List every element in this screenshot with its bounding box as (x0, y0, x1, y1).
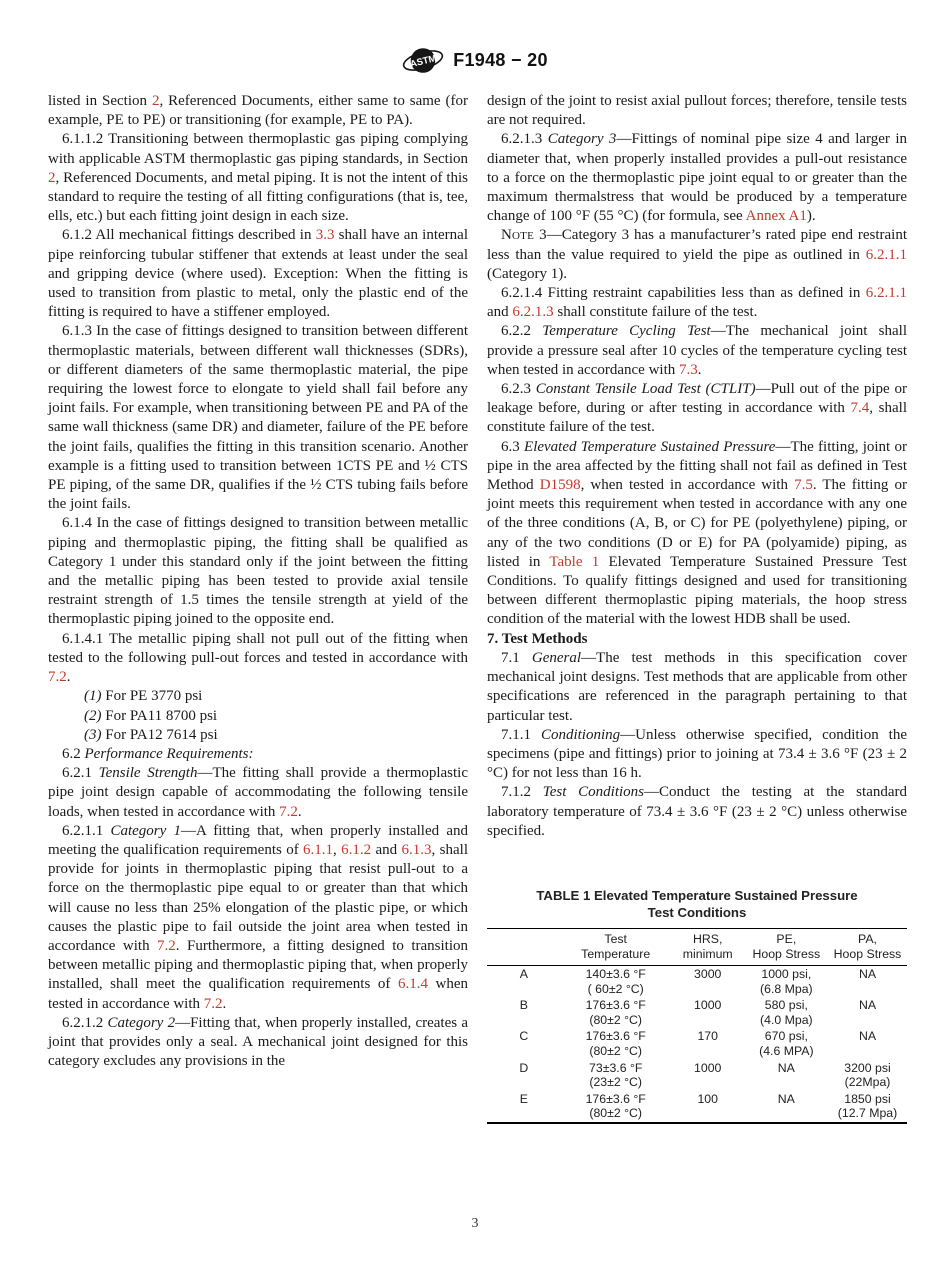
table-cell: 1000 (694, 998, 722, 1013)
column-header (487, 928, 561, 965)
table-row (487, 966, 907, 998)
text-segment: . (697, 361, 702, 378)
ref-link[interactable]: 7.2 (48, 669, 67, 686)
ref-link[interactable]: Annex A1 (745, 208, 807, 225)
paragraph (48, 226, 468, 322)
table-cell: 170 (697, 1029, 718, 1044)
text-segment: 6.2 (62, 745, 85, 762)
text-segment: Category 2 (107, 1014, 176, 1031)
text-segment: For PA11 8700 psi (105, 707, 218, 724)
table-cell: 3200 psi (22Mpa) (844, 1060, 891, 1090)
text-segment: —Pull out of the pipe or leakage before, during or after testing in accordance with (487, 381, 908, 417)
column-header: Test Temperature (561, 928, 671, 965)
astm-logo-text: ASTM (409, 53, 438, 71)
ref-link[interactable]: 2 (48, 169, 56, 186)
paragraph (48, 726, 468, 745)
table-cell: 73±3.6 °F (23±2 °C) (589, 1060, 643, 1090)
table-row (487, 1028, 907, 1059)
text-segment: —Conduct the testing at the standard laboratory temperature of 73.4 ± 3.6 °F (23 ± 2 °C) unless otherwise specified. (487, 784, 908, 839)
text-segment: Conditioning (540, 726, 621, 743)
text-segment: . Furthermore, a fitting designed to transition between metallic piping and thermoplastic piping that, when properly installed, shall meet the qualification requirements of (48, 937, 468, 993)
paragraph (487, 92, 907, 130)
text-segment: Temperature Cycling Test (542, 323, 711, 340)
table-cell: NA (858, 998, 877, 1013)
table-header-row (487, 928, 907, 965)
text-segment: 6.1.4.1 The metallic piping shall not pull out of the fitting when tested to the following pull-out forces and tested in accordance with (48, 630, 468, 666)
text-segment: —The fitting shall provide a thermoplastic pipe joint design capable of accommodating the following tensile loads, when tested in accordance with (48, 765, 469, 820)
table-cell: NA (858, 1029, 877, 1044)
text-segment: —Fittings of nominal pipe size 4 and larger in diameter that, when properly installed provides a pull-out resistance to a force on the thermoplastic pipe joint equal to or greater than the maximum thermalstress that would be produced by a temperature change of 100 °F (55 °C) (for formula, see (487, 131, 908, 225)
text-segment: —A fitting that, when properly installed and meeting the qualification requirements of (48, 822, 469, 858)
text-segment: shall constitute failure of the test. (553, 304, 758, 321)
text-segment: 6.2.1.1 (62, 822, 111, 839)
text-segment: Category 1 (110, 822, 182, 839)
ref-link[interactable]: 6.1.3 (401, 841, 432, 858)
table-cell: 176±3.6 °F (80±2 °C) (585, 998, 646, 1027)
ref-link[interactable]: 7.2 (279, 803, 298, 820)
ref-link[interactable]: 6.2.1.1 (865, 246, 907, 263)
table-cell: NA (777, 1091, 795, 1106)
table-cell: 176±3.6 °F (80±2 °C) (585, 1029, 646, 1059)
text-segment: (1) (84, 688, 106, 705)
note-paragraph (487, 226, 907, 284)
table-row (487, 1091, 907, 1123)
text-segment: 6.2.1 (62, 765, 99, 782)
table-cell: C (519, 1029, 529, 1044)
section-heading (487, 630, 907, 649)
table-body (487, 966, 907, 1123)
elevated-temperature-table (487, 928, 907, 1124)
text-segment: 7.1 (501, 649, 532, 666)
text-segment: 6.1.2 All mechanical fittings described in (62, 227, 316, 244)
text-segment: —The test methods in this specification cover mechanical joint designs. Test methods that are applicable from other specifications are referenced in the paragraph pertaining to that particular test. (487, 649, 908, 724)
text-segment: 6.1.4 In the case of fittings designed to transition between metallic piping and thermoplastic piping, the fitting shall be qualified as Category 1 under this standard only if the joint between the fitting and the metallic piping has been tested to provide axial tensile restraint strength of 1.5 times the tensile strength at yield of the thermoplastic piping joined to the opposite end. (48, 515, 468, 628)
ref-link[interactable]: 6.1.2 (341, 841, 372, 858)
page-header (0, 44, 950, 77)
text-segment: 6.3 (501, 438, 525, 455)
paragraph (48, 630, 468, 688)
table-cell: 1000 (694, 1060, 722, 1075)
text-segment: (2) (84, 707, 106, 724)
column-header: PA, Hoop Stress (828, 928, 907, 965)
table-cell: E (519, 1091, 528, 1106)
paragraph (487, 783, 907, 841)
table-cell: D (519, 1060, 529, 1075)
table-cell: 176±3.6 °F (80±2 °C) (585, 1091, 646, 1121)
ref-link[interactable]: 6.1.1 (303, 841, 334, 858)
text-segment: , shall provide for joints in thermoplastic piping that resist pull-out to a force on the thermoplastic pipe equal to or greater than that which will cause no less than 25% elongation of the plastic pipe, or which causes the plastic pipe to fail outside the joint area when tested in accordance with (48, 841, 468, 954)
text-segment: Performance Requirements: (84, 745, 254, 762)
table-cell: 580 psi, (4.0 Mpa) (760, 998, 813, 1027)
table-cell: NA (858, 967, 877, 982)
text-segment: 7.1.1 (501, 726, 541, 743)
text-segment: (Category 1). (487, 265, 567, 282)
paragraph (487, 649, 907, 726)
right-column-text (487, 92, 907, 841)
table-cell: 670 psi, (4.6 MPA) (759, 1029, 814, 1059)
paragraph (48, 514, 468, 629)
ref-link[interactable]: 6.2.1.1 (865, 285, 907, 302)
text-segment: Category 3 (547, 131, 617, 148)
paragraph (487, 130, 907, 226)
text-segment: General (531, 649, 582, 666)
text-segment: Tensile Strength (98, 765, 198, 782)
text-segment: . (222, 995, 227, 1012)
paragraph (48, 130, 468, 226)
ref-link[interactable]: Table 1 (549, 553, 600, 570)
text-segment: ). (806, 208, 816, 225)
text-segment: , Referenced Documents, and metal piping. It is not the intent of this standard to require the testing of all fitting configurations (that is, tee, ells, etc.) but each fitting joint design in each size. (48, 169, 468, 225)
paragraph (48, 745, 468, 764)
text-segment: (3) (84, 726, 106, 743)
paragraph (487, 284, 907, 322)
text-segment: Elevated Temperature Sustained Pressure (524, 438, 776, 455)
text-segment: Note 3 (501, 227, 547, 244)
text-segment: 6.2.3 (501, 381, 536, 398)
right-column (487, 92, 907, 1124)
ref-link[interactable]: D1598 (539, 477, 581, 494)
left-column (48, 92, 468, 1124)
text-segment: design of the joint to resist axial pullout forces; therefore, tensile tests are not required. (487, 93, 907, 129)
table-row (487, 997, 907, 1028)
ref-link[interactable]: 7.2 (157, 937, 176, 954)
text-columns (48, 92, 907, 1124)
text-segment: —Fitting that, when properly installed, creates a joint that provides only a seal. A mechanical joint designed for this category excludes any provisions in the (48, 1014, 468, 1070)
text-segment: For PA12 7614 psi (105, 726, 218, 743)
paragraph (487, 322, 907, 380)
text-segment: 6.2.1.3 (501, 131, 548, 148)
text-segment: —Unless otherwise specified, condition the specimens (pipe and fittings) prior to joining at 73.4 ± 3.6 °F (23 ± 2 °C) for not less than 16 h. (487, 726, 908, 782)
text-segment: 7. Test Methods (487, 630, 588, 647)
ref-link[interactable]: 7.4 (850, 400, 870, 417)
paragraph (48, 707, 468, 726)
text-segment: Constant Tensile Load Test (CTLIT) (535, 381, 756, 398)
table-row (487, 1060, 907, 1091)
text-segment: 6.2.1.4 Fitting restraint capabilities less than as defined in (501, 285, 866, 302)
text-segment: shall have an internal pipe reinforcing tubular stiffener that extends at least under the seal and gripping device (where used). Exception: When the fitting is used to transition from plastic to metal, only the plastic end of the fitting is required to have a stiffener employed. (48, 227, 468, 321)
paragraph (48, 92, 468, 130)
table-cell: B (519, 998, 528, 1013)
text-segment: , when tested in accordance with (580, 477, 795, 494)
astm-logo (402, 44, 444, 77)
paragraph (48, 1014, 468, 1072)
ref-link[interactable]: 3.3 (315, 227, 335, 244)
text-segment: 6.2.2 (501, 323, 543, 340)
paragraph (48, 764, 468, 822)
paragraph (48, 822, 468, 1014)
ref-link[interactable]: 7.3 (679, 361, 698, 378)
table-cell: A (519, 967, 528, 982)
text-segment: 6.1.1.2 Transitioning between thermoplastic gas piping complying with applicable ASTM thermoplastic gas piping standards, in Section (48, 131, 468, 167)
paragraph (487, 380, 907, 438)
text-segment: when tested in accordance with (48, 976, 468, 1012)
text-segment: and (487, 304, 513, 321)
table-cell: 1000 psi, (6.8 Mpa) (760, 967, 813, 996)
page-number: 3 (471, 1216, 479, 1231)
table-cell: 3000 (694, 967, 722, 982)
table-header (487, 928, 907, 965)
document-code: F1948 − 20 (453, 50, 548, 70)
text-segment: , shall constitute failure of the test. (487, 400, 907, 436)
paragraph (487, 438, 907, 630)
ref-link[interactable]: 6.2.1.3 (512, 304, 554, 321)
paragraph (487, 726, 907, 784)
text-segment: 6.1.3 In the case of fittings designed to transition between different thermoplastic materials, between different wall thicknesses (SDRs), or different diameters of the same thermoplastic material, the pipe requiring the lowest force to elongate to yield shall fail before any joint fails. For example, when transitioning between PE and PA of the same wall thickness (same DR) and diameter, failure of the PE before the joint fails, qualifies the fitting in this transition scenario. Another example is a fitting used to transition between 1CTS PE and ½ CTS PE piping, of the same DR, qualifies if the ½ CTS tubing fails before the joint fails. (48, 323, 468, 513)
ref-link[interactable]: 7.2 (203, 995, 223, 1012)
column-header: HRS, minimum (671, 928, 745, 965)
text-segment: , (333, 841, 342, 858)
table-cell: 1850 psi (12.7 Mpa) (837, 1091, 898, 1121)
table-title: TABLE 1 Elevated Temperature Sustained Pressure Test Conditions (536, 887, 858, 920)
ref-link[interactable]: 7.5 (794, 477, 813, 494)
ref-link[interactable]: 2 (151, 93, 160, 109)
text-segment: 6.2.1.2 (62, 1014, 108, 1031)
text-segment: —Category 3 has a manufacturer’s rated pipe end restraint less than the value required to yield the pipe as outlined in (487, 227, 907, 263)
text-segment: Test Conditions (542, 784, 645, 801)
ref-link[interactable]: 6.1.4 (397, 976, 428, 993)
text-segment: Elevated Temperature Sustained Pressure Test Conditions. To qualify fittings designed and used for transitioning between different thermoplastic piping materials, the hoop stress condition of the material with the lowest HDB shall be used. (487, 553, 907, 628)
table-cell: 100 (697, 1091, 718, 1106)
text-segment: and (371, 841, 402, 858)
table-cell: NA (777, 1060, 795, 1075)
text-segment: For PE 3770 psi (105, 688, 203, 705)
text-segment: 7.1.2 (501, 784, 543, 801)
text-segment: , Referenced Documents, either same to same (for example, PE to PE) or transitioning (for example, PE to PA). (48, 93, 468, 129)
table-1 (487, 887, 907, 1124)
paragraph (48, 687, 468, 706)
text-segment: . The fitting or joint meets this requirement when tested in accordance with any one of the three conditions (A, B, or C) for PE (polyethylene) piping, or any of the two conditions (D or E) for PA (polyamide) piping, as listed in (487, 477, 907, 570)
text-segment: —The fitting, joint or pipe in the area affected by the fitting shall not fail as defined in Test Method (487, 438, 908, 494)
paragraph (48, 322, 468, 514)
text-segment: . (297, 803, 302, 820)
text-segment: —The mechanical joint shall provide a pressure seal after 10 cycles of the temperature cycling test when tested in accordance with (487, 323, 908, 378)
text-segment: listed in Section (48, 93, 152, 109)
column-header: PE, Hoop Stress (745, 928, 828, 965)
text-segment: . (66, 669, 71, 686)
table-cell: 140±3.6 °F ( 60±2 °C) (585, 967, 646, 996)
